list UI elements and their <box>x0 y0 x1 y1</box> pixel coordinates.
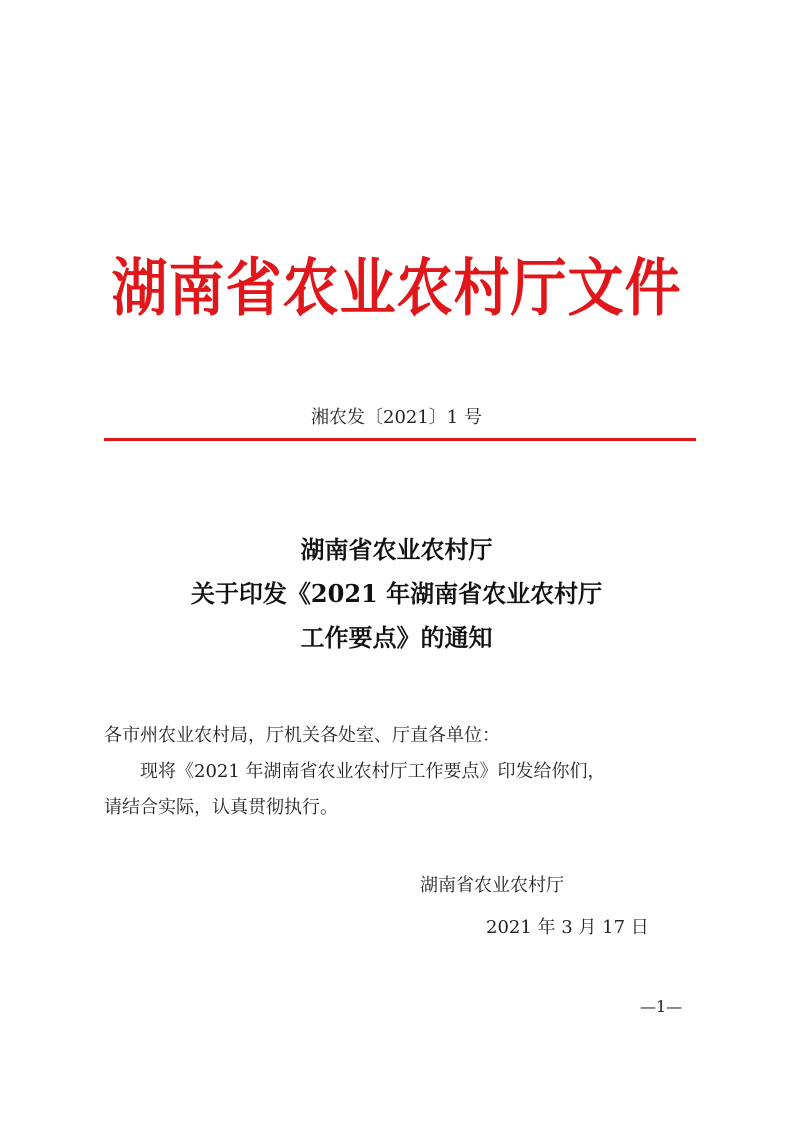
document-masthead: 湖南省农业农村厅文件 <box>111 251 682 326</box>
title-line-1: 湖南省农业农村厅 <box>300 535 493 564</box>
title-line-2: 关于印发《2021 年湖南省农业农村厅 <box>190 579 603 608</box>
document-title <box>0 528 793 660</box>
document-body <box>104 718 696 826</box>
red-separator-line <box>104 438 696 441</box>
title-line-3: 工作要点》的通知 <box>300 623 493 652</box>
addressees-line: 各市州农业农村局，厅机关各处室、厅直各单位： <box>104 725 500 746</box>
body-paragraph-line-1: 现将《2021 年湖南省农业农村厅工作要点》印发给你们， <box>140 761 606 782</box>
page-number: —1— <box>640 997 683 1016</box>
document-number: 湘农发〔2021〕1 号 <box>311 407 482 428</box>
body-paragraph-line-2: 请结合实际，认真贯彻执行。 <box>104 797 338 818</box>
issue-date: 2021 年 3 月 17 日 <box>486 917 649 938</box>
issuer-signature: 湖南省农业农村厅 <box>420 875 564 896</box>
